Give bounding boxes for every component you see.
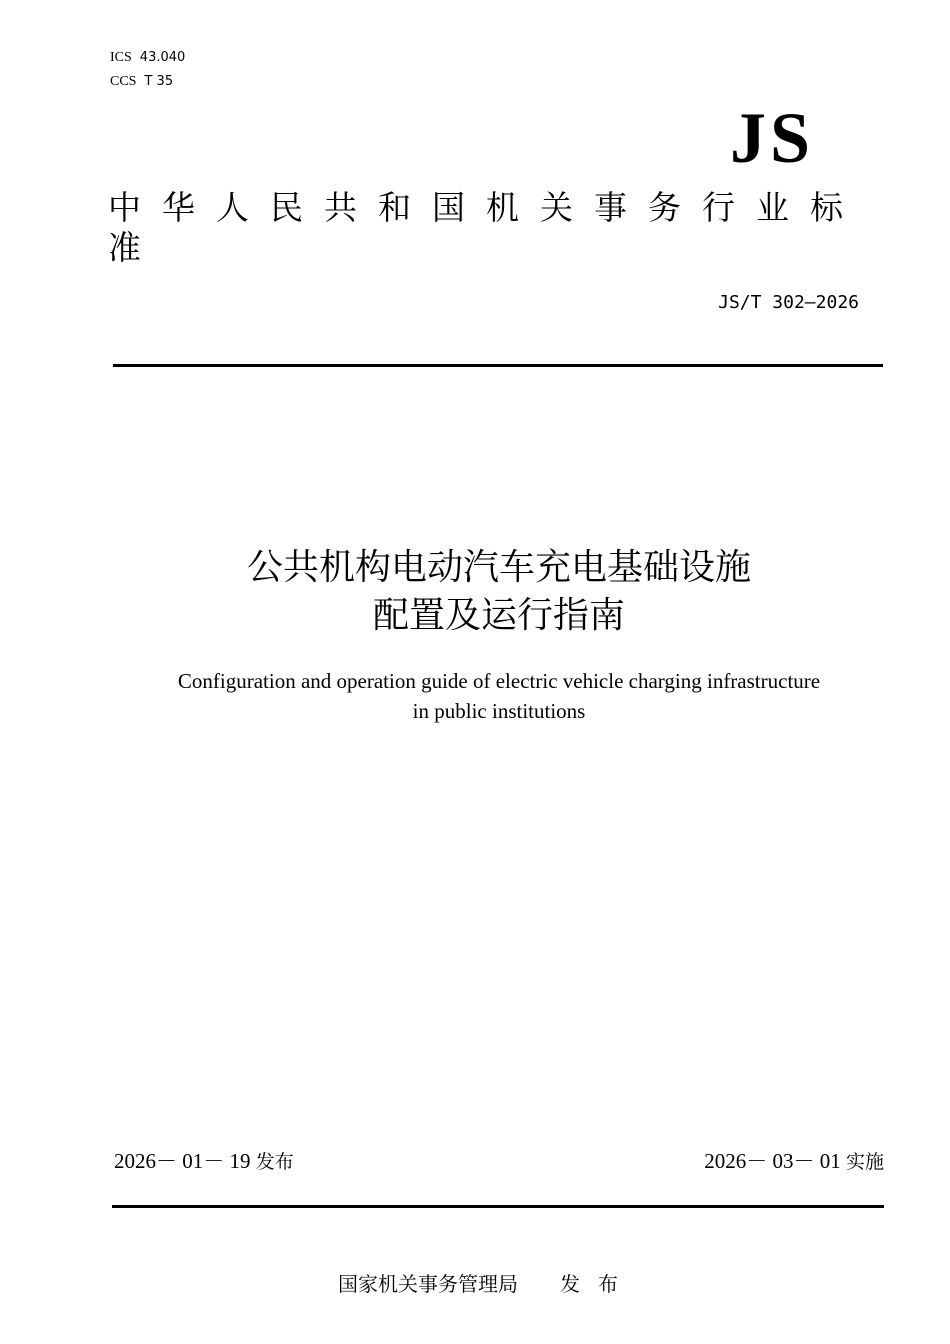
standard-category: 中华人民共和国机关事务行业标准 [108,188,864,267]
publisher-verb: 发布 [560,1272,636,1296]
ccs-code [110,74,173,90]
ccs-value: T 35 [144,74,174,89]
ics-code [110,50,185,66]
ics-label: ICS [110,50,132,65]
bottom-divider [112,1205,884,1208]
publisher-name: 国家机关事务管理局 [338,1272,518,1296]
js-standard-logo: JS [729,98,814,178]
issue-date [114,1147,294,1176]
title-english-line-1: Configuration and operation guide of electric vehicle charging infrastructure [177,669,821,693]
implementation-date-value: 2026－ 03－ 01 [704,1149,841,1173]
title-chinese-line-2: 配置及运行指南 [372,595,625,636]
implementation-date-label: 实施 [845,1151,884,1173]
title-chinese [0,544,950,640]
implementation-date [704,1147,884,1176]
ccs-label: CCS [110,74,137,89]
standard-number: JS/T 302—2026 [718,292,859,313]
title-english-line-2: in public institutions [412,699,586,723]
ics-value: 43.040 [139,50,186,65]
publisher [338,1270,636,1298]
issue-date-label: 发布 [255,1151,294,1173]
title-chinese-line-1: 公共机构电动汽车充电基础设施 [246,547,751,588]
title-english [0,666,950,726]
issue-date-value: 2026－ 01－ 19 [114,1149,251,1173]
top-divider [113,364,883,367]
